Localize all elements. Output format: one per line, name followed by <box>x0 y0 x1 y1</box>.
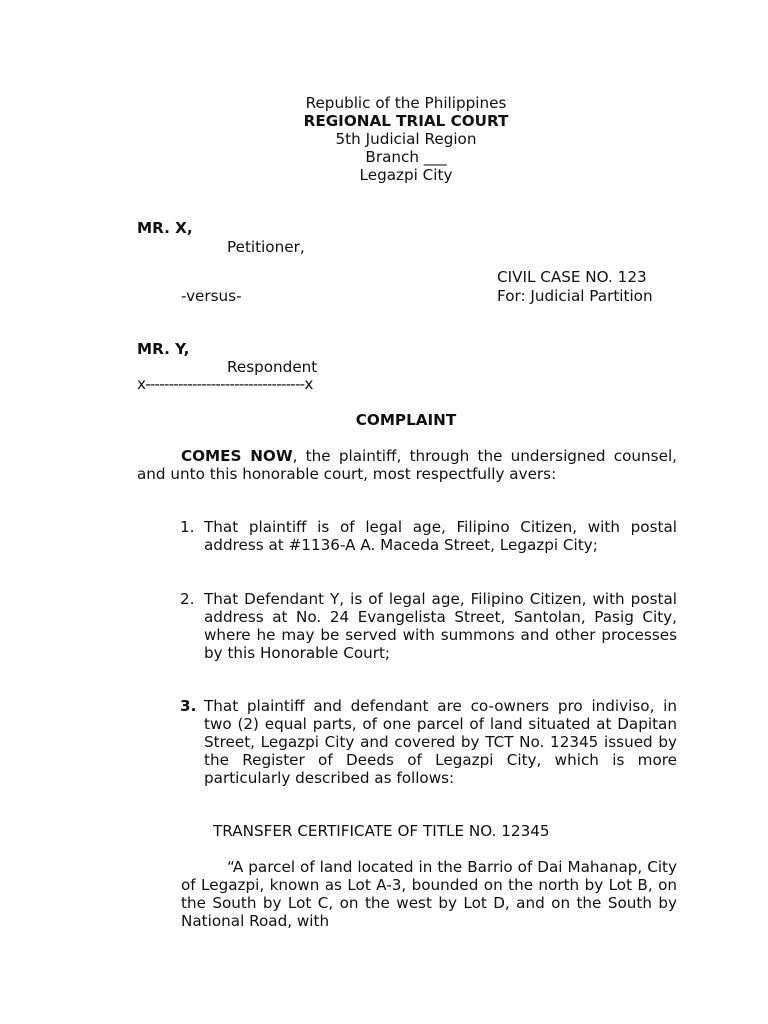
petitioner-role: Petitioner, <box>227 238 305 256</box>
court-name: REGIONAL TRIAL COURT <box>303 112 509 130</box>
city-line: Legazpi City <box>359 166 453 184</box>
allegation-text: That plaintiff is of legal age, Filipino Citizen, with postal address at #1136-A A. Maceda Street, Legazpi City; <box>204 518 677 554</box>
republic-line: Republic of the Philippines <box>305 94 507 112</box>
tct-heading: TRANSFER CERTIFICATE OF TITLE NO. 12345 <box>213 822 550 840</box>
respondent-role: Respondent <box>227 358 318 376</box>
branch-line: Branch ___ <box>365 148 447 166</box>
intro-paragraph <box>137 447 677 483</box>
caption-separator: x----------------------------------x <box>137 375 313 393</box>
case-subject: For: Judicial Partition <box>497 287 653 305</box>
intro-text: , the plaintiff, through the undersigned counsel, and unto this honorable court, most respectfully avers: <box>137 447 677 483</box>
allegation-number: 3. <box>180 697 197 715</box>
land-description: “A parcel of land located in the Barrio of Dai Mahanap, City of Legazpi, known as Lot A-3, bounded on the north by Lot B, on the South by Lot C, on the west by Lot D, and on the South by National Road, with <box>181 858 677 930</box>
allegation-text: That Defendant Y, is of legal age, Filipino Citizen, with postal address at No. 24 Evangelista Street, Santolan, Pasig City, where he may be served with summons and other processes by this Honorable Court; <box>204 590 677 662</box>
case-number: CIVIL CASE NO. 123 <box>497 268 647 286</box>
versus-label: -versus- <box>181 287 242 305</box>
petitioner-name: MR. X, <box>137 219 193 237</box>
document-title: COMPLAINT <box>355 411 457 429</box>
intro-lead: COMES NOW <box>181 447 293 465</box>
allegation-number: 2. <box>180 590 195 608</box>
judicial-region: 5th Judicial Region <box>335 130 477 148</box>
respondent-name: MR. Y, <box>137 340 190 358</box>
allegation-number: 1. <box>180 518 195 536</box>
case-caption <box>0 94 768 184</box>
allegation-text: That plaintiff and defendant are co-owners pro indiviso, in two (2) equal parts, of one parcel of land situated at Dapitan Street, Legazpi City and covered by TCT No. 12345 issued by the Register of Deeds of Legazpi City, which is more particularly described as follows: <box>204 697 677 787</box>
